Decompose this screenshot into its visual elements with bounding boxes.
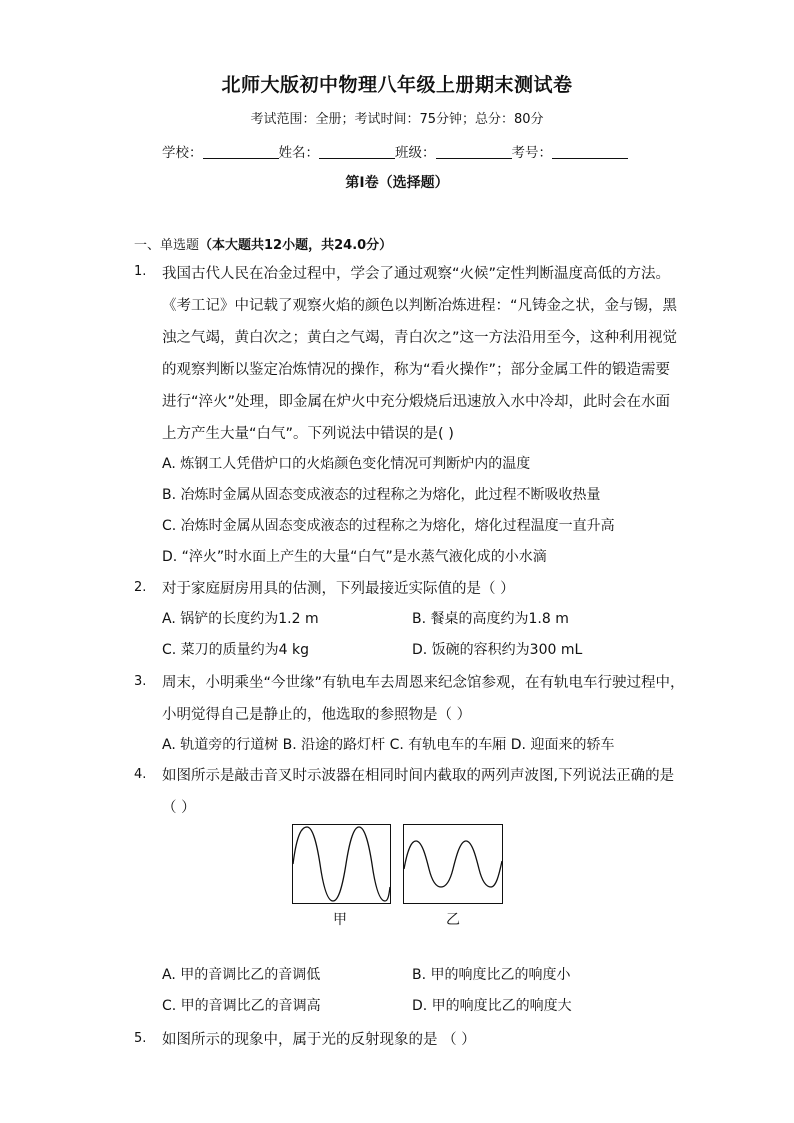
exam-page: 北师大版初中物理八年级上册期末测试卷 考试范围：全册；考试时间：75分钟；总分：80分 学校： 姓名： 班级： 考号： 第I卷（选择题） 一、单选题（本大题共12小题，共24.0分） 1. 我国古代人民在冶金过程中，学会了通过观察“火候”定性判断温度高低的方法。 《考工记》中记载了观察火焰的颜色以判断冶炼进程：“凡铸金之状，金与锡，黑 浊之气竭，黄白次之；黄白之气竭，青白次之”这一方法沿用至今，这种利用视觉 的观察判断以鉴定冶炼情况的操作，称为“看火操作”；部分金属工件的锻造需要 进行“淬火”处理，即金属在炉火中充分煅烧后迅速放入水中冷却，此时会在水面 上方产生大量“白气”。下列说法中错误的是( ) A. 炼钢工人凭借炉口的火焰颜色变化情况可判断炉内的温度 B. 冶炼时金属从固态变成液态的过程称之为熔化，此过程不断吸收热量 C. 冶炼时金属从固态变成液态的过程称之为熔化，熔化过程温度一直升高 D. “淬火”时水面上产生的大量“白气”是水蒸气液化成的小水滴 2. 对于家庭厨房用具的估测，下列最接近实际值的是（ ） A. 锅铲的长度约为1.2 m B. 餐桌的高度约为1.8 m C. 菜刀的质量约为4 kg D. 饭碗的容积约为300 mL 3. 周末，小明乘坐“今世缘”有轨电车去周恩来纪念馆参观，在有轨电车行驶过程中， 小明觉得自己是静止的，他选取的参照物是（ ） A. 轨道旁的行道树 B. 沿途的路灯杆 C. 有轨电车的车厢 D. 迎面来的轿车 4. 如图所示是敲击音叉时示波器在相同时间内截取的两列声波图,下列说法正确的是 （ ） 甲 乙 A. 甲的音调比乙的音调低 B. 甲的响度比乙的响度小 C. 甲的音调比乙的音调高 D. 甲的响度比乙的响度大 5. 如图所示的现象中，属于光的反射现象的是 （ ）: [0, 0, 794, 1123]
student-info-fields: [162, 141, 642, 161]
question-2-line: 对于家庭厨房用具的估测，下列最接近实际值的是（ ）: [162, 581, 515, 597]
school-blank[interactable]: [203, 144, 279, 159]
question-3-line: 小明觉得自己是静止的，他选取的参照物是（ ）: [162, 707, 472, 723]
section-label: 一、单选题: [134, 238, 200, 253]
question-1-option-d[interactable]: D. “淬火”时水面上产生的大量“白气”是水蒸气液化成的小水滴: [162, 549, 547, 565]
waveform-jia-label: 甲: [333, 912, 347, 928]
number-label: 考号：: [511, 145, 552, 161]
question-1-line: 浊之气竭，黄白次之；黄白之气竭，青白次之”这一方法沿用至今，这种利用视觉: [162, 330, 678, 346]
waveform-yi-label: 乙: [446, 912, 460, 928]
question-4-option-b[interactable]: B. 甲的响度比乙的响度小: [412, 967, 571, 983]
question-3-options[interactable]: A. 轨道旁的行道树 B. 沿途的路灯杆 C. 有轨电车的车厢 D. 迎面来的轿车: [162, 737, 615, 753]
waveform-jia: [292, 824, 391, 904]
question-1-option-c[interactable]: C. 冶炼时金属从固态变成液态的过程称之为熔化，熔化过程温度一直升高: [162, 518, 615, 534]
exam-info: 考试范围：全册；考试时间：75分钟；总分：80分: [250, 112, 544, 127]
question-4-line: （ ）: [162, 800, 196, 816]
waveform-yi-curve: [404, 841, 502, 887]
waveform-jia-curve: [293, 827, 390, 901]
question-3-line: 周末，小明乘坐“今世缘”有轨电车去周恩来纪念馆参观，在有轨电车行驶过程中，: [162, 675, 685, 691]
question-2-option-a[interactable]: A. 锅铲的长度约为1.2 m: [162, 611, 319, 627]
question-5-line: 如图所示的现象中，属于光的反射现象的是 （ ）: [162, 1032, 476, 1048]
question-4-line: 如图所示是敲击音叉时示波器在相同时间内截取的两列声波图,下列说法正确的是: [162, 768, 675, 784]
name-blank[interactable]: [319, 144, 395, 159]
question-2-option-d[interactable]: D. 饭碗的容积约为300 mL: [412, 642, 583, 658]
school-label: 学校：: [162, 145, 203, 161]
class-label: 班级：: [395, 145, 436, 161]
section-note: （本大题共12小题，共24.0分）: [199, 238, 393, 253]
waveform-jia-svg: [293, 825, 390, 903]
question-2-option-c[interactable]: C. 菜刀的质量约为4 kg: [162, 642, 310, 658]
section-heading: [134, 234, 392, 253]
page-title: 北师大版初中物理八年级上册期末测试卷: [221, 74, 573, 96]
number-blank[interactable]: [552, 144, 628, 159]
question-1-line: 我国古代人民在冶金过程中，学会了通过观察“火候”定性判断温度高低的方法。: [162, 266, 671, 282]
volume-heading: 第I卷（选择题）: [345, 175, 449, 191]
waveform-yi-svg: [404, 825, 502, 903]
waveform-yi: [403, 824, 503, 904]
question-1-line: 的观察判断以鉴定冶炼情况的操作，称为“看火操作”；部分金属工件的锻造需要: [162, 362, 671, 378]
question-1-option-a[interactable]: A. 炼钢工人凭借炉口的火焰颜色变化情况可判断炉内的温度: [162, 456, 531, 472]
question-4-option-c[interactable]: C. 甲的音调比乙的音调高: [162, 998, 321, 1014]
name-label: 姓名：: [278, 145, 319, 161]
question-1-line: 上方产生大量“白气”。下列说法中错误的是( ): [162, 426, 454, 442]
question-1-option-b[interactable]: B. 冶炼时金属从固态变成液态的过程称之为熔化，此过程不断吸收热量: [162, 487, 601, 503]
question-1-line: 进行“淬火”处理，即金属在炉火中充分煅烧后迅速放入水中冷却，此时会在水面: [162, 394, 671, 410]
question-4-option-a[interactable]: A. 甲的音调比乙的音调低: [162, 967, 321, 983]
class-blank[interactable]: [436, 144, 512, 159]
question-1-line: 《考工记》中记载了观察火焰的颜色以判断冶炼进程：“凡铸金之状，金与锡，黑: [162, 298, 678, 314]
question-2-option-b[interactable]: B. 餐桌的高度约为1.8 m: [412, 611, 569, 627]
question-4-option-d[interactable]: D. 甲的响度比乙的响度大: [412, 998, 572, 1014]
